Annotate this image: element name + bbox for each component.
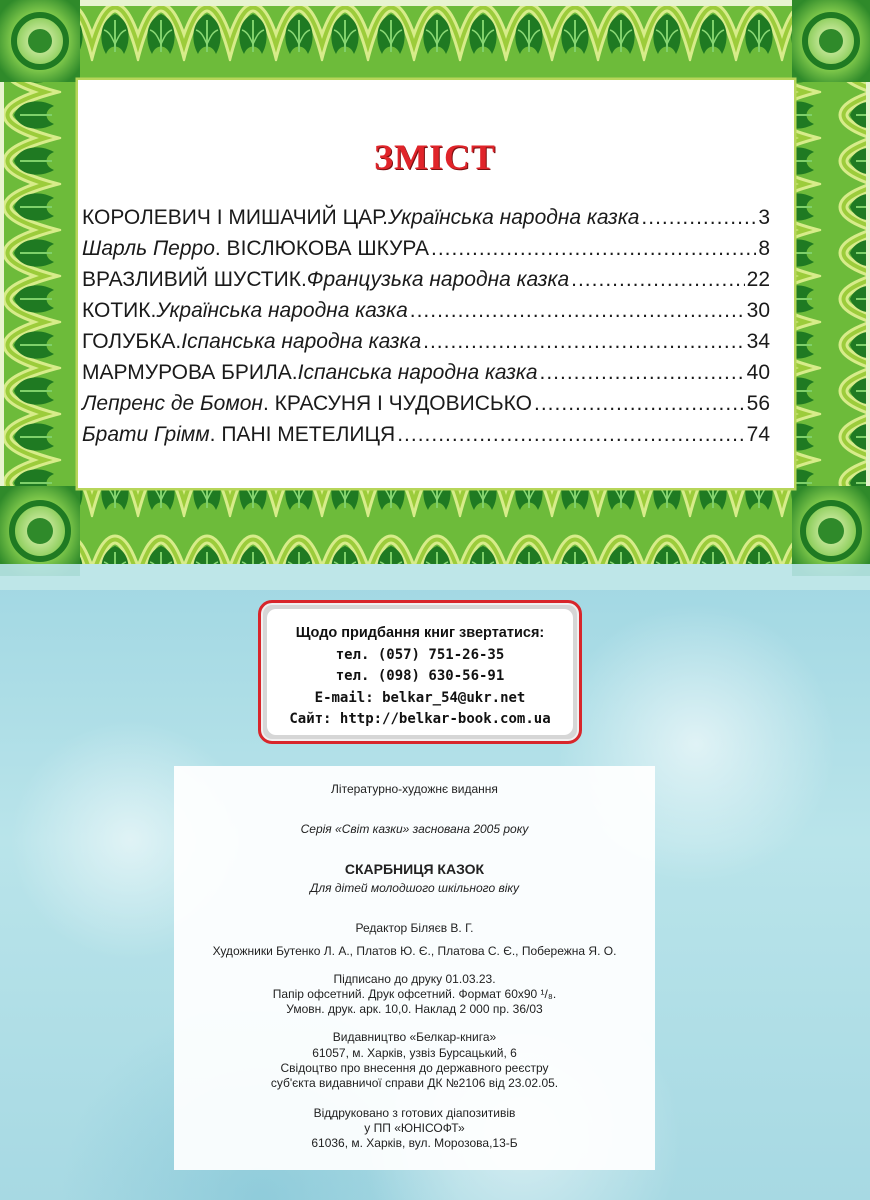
- toc-entry: [82, 392, 770, 423]
- toc-page-number: 30: [746, 299, 770, 322]
- audience: Для дітей молодшого шкільного віку: [309, 881, 520, 895]
- toc-leader-dots: [571, 268, 745, 292]
- toc-entry-text: КОТИК.: [82, 299, 157, 322]
- paper-info: Папір офсетний. Друк офсетний. Формат 60х90 ¹/₈.: [272, 987, 557, 1001]
- toc-entry-text: КОРОЛЕВИЧ І МИШАЧИЙ ЦАР.: [82, 206, 388, 229]
- toc-leader-dots: [397, 423, 744, 447]
- toc-entry-text: . ВІСЛЮКОВА ШКУРА: [214, 237, 430, 260]
- toc-entry-text: Лепренс де Бомон: [82, 392, 263, 415]
- toc-entry-text: Шарль Перро: [82, 237, 215, 260]
- toc-entry-text: Іспанська народна казка: [181, 330, 422, 353]
- contact-box: [258, 600, 582, 744]
- toc-leader-dots: [534, 392, 745, 416]
- toc-page-number: 8: [758, 237, 770, 260]
- toc-leader-dots: [641, 206, 756, 230]
- toc-entry-text: Іспанська народна казка: [297, 361, 538, 384]
- contact-phone-1: тел. (057) 751-26-35: [335, 646, 505, 663]
- artists: Художники Бутенко Л. А., Платов Ю. Є., Платова С. Є., Побережна Я. О.: [212, 944, 617, 958]
- registry-line-1: Свідоцтво про внесення до державного реєстру: [280, 1061, 549, 1075]
- printed-line-2: у ПП «ЮНІСОФТ»: [364, 1121, 465, 1135]
- contact-phone-2: тел. (098) 630-56-91: [335, 668, 505, 684]
- toc-leader-dots: [540, 361, 745, 385]
- toc-entry-text: . ПАНІ МЕТЕЛИЦЯ: [209, 423, 396, 446]
- toc-entry-text: ВРАЗЛИВИЙ ШУСТИК.: [82, 268, 307, 291]
- book-title: СКАРБНИЦЯ КАЗОК: [344, 861, 485, 877]
- toc-entry: [82, 361, 770, 392]
- edition-type: Літературно-художнє видання: [331, 782, 498, 796]
- editor: Редактор Біляєв В. Г.: [355, 921, 474, 935]
- publisher: Видавництво «Белкар-книга»: [332, 1030, 497, 1044]
- contact-site: Сайт: http://belkar-book.com.ua: [289, 711, 551, 727]
- printed-line-3: 61036, м. Харків, вул. Морозова,13-Б: [311, 1136, 518, 1150]
- printed-line-1: Віддруковано з готових діапозитивів: [313, 1106, 516, 1120]
- toc-entry-text: . КРАСУНЯ І ЧУДОВИСЬКО: [262, 392, 533, 415]
- toc-entry: [82, 268, 770, 299]
- toc-list: [82, 206, 770, 454]
- toc-page-number: 40: [746, 361, 770, 384]
- toc-entry: [82, 423, 770, 454]
- toc-entry: [82, 237, 770, 268]
- imprint-panel: [174, 766, 655, 1170]
- toc-leader-dots: [423, 330, 745, 354]
- toc-entry-text: Брати Грімм: [82, 423, 210, 446]
- toc-page-number: 56: [746, 392, 770, 415]
- toc-entry-text: Українська народна казка: [388, 206, 640, 229]
- toc-entry: [82, 299, 770, 330]
- toc-title: ЗМІСТ: [374, 137, 496, 177]
- publisher-address: 61057, м. Харків, узвіз Бурсацький, 6: [312, 1046, 517, 1060]
- toc-entry-text: Українська народна казка: [156, 299, 408, 322]
- series: Серія «Світ казки» заснована 2005 року: [300, 822, 529, 836]
- toc-page-number: 22: [746, 268, 770, 291]
- toc-entry-text: ГОЛУБКА.: [82, 330, 182, 353]
- sheets-info: Умовн. друк. арк. 10,0. Наклад 2 000 пр. 36/03: [286, 1002, 543, 1016]
- contact-email: E-mail: belkar_54@ukr.net: [314, 689, 526, 706]
- toc-entry-text: МАРМУРОВА БРИЛА.: [82, 361, 298, 384]
- toc-page-number: 34: [746, 330, 770, 353]
- signed-date: Підписано до друку 01.03.23.: [333, 972, 496, 986]
- toc-leader-dots: [431, 237, 756, 261]
- toc-entry: [82, 330, 770, 361]
- registry-line-2: суб'єкта видавничої справи ДК №2106 від 23.02.05.: [270, 1076, 559, 1090]
- toc-entry: [82, 206, 770, 237]
- toc-entry-text: Французька народна казка: [306, 268, 570, 291]
- toc-leader-dots: [410, 299, 745, 323]
- toc-page-number: 3: [758, 206, 770, 229]
- contact-heading: Щодо придбання книг звертатися:: [295, 625, 545, 641]
- toc-page-number: 74: [746, 423, 770, 446]
